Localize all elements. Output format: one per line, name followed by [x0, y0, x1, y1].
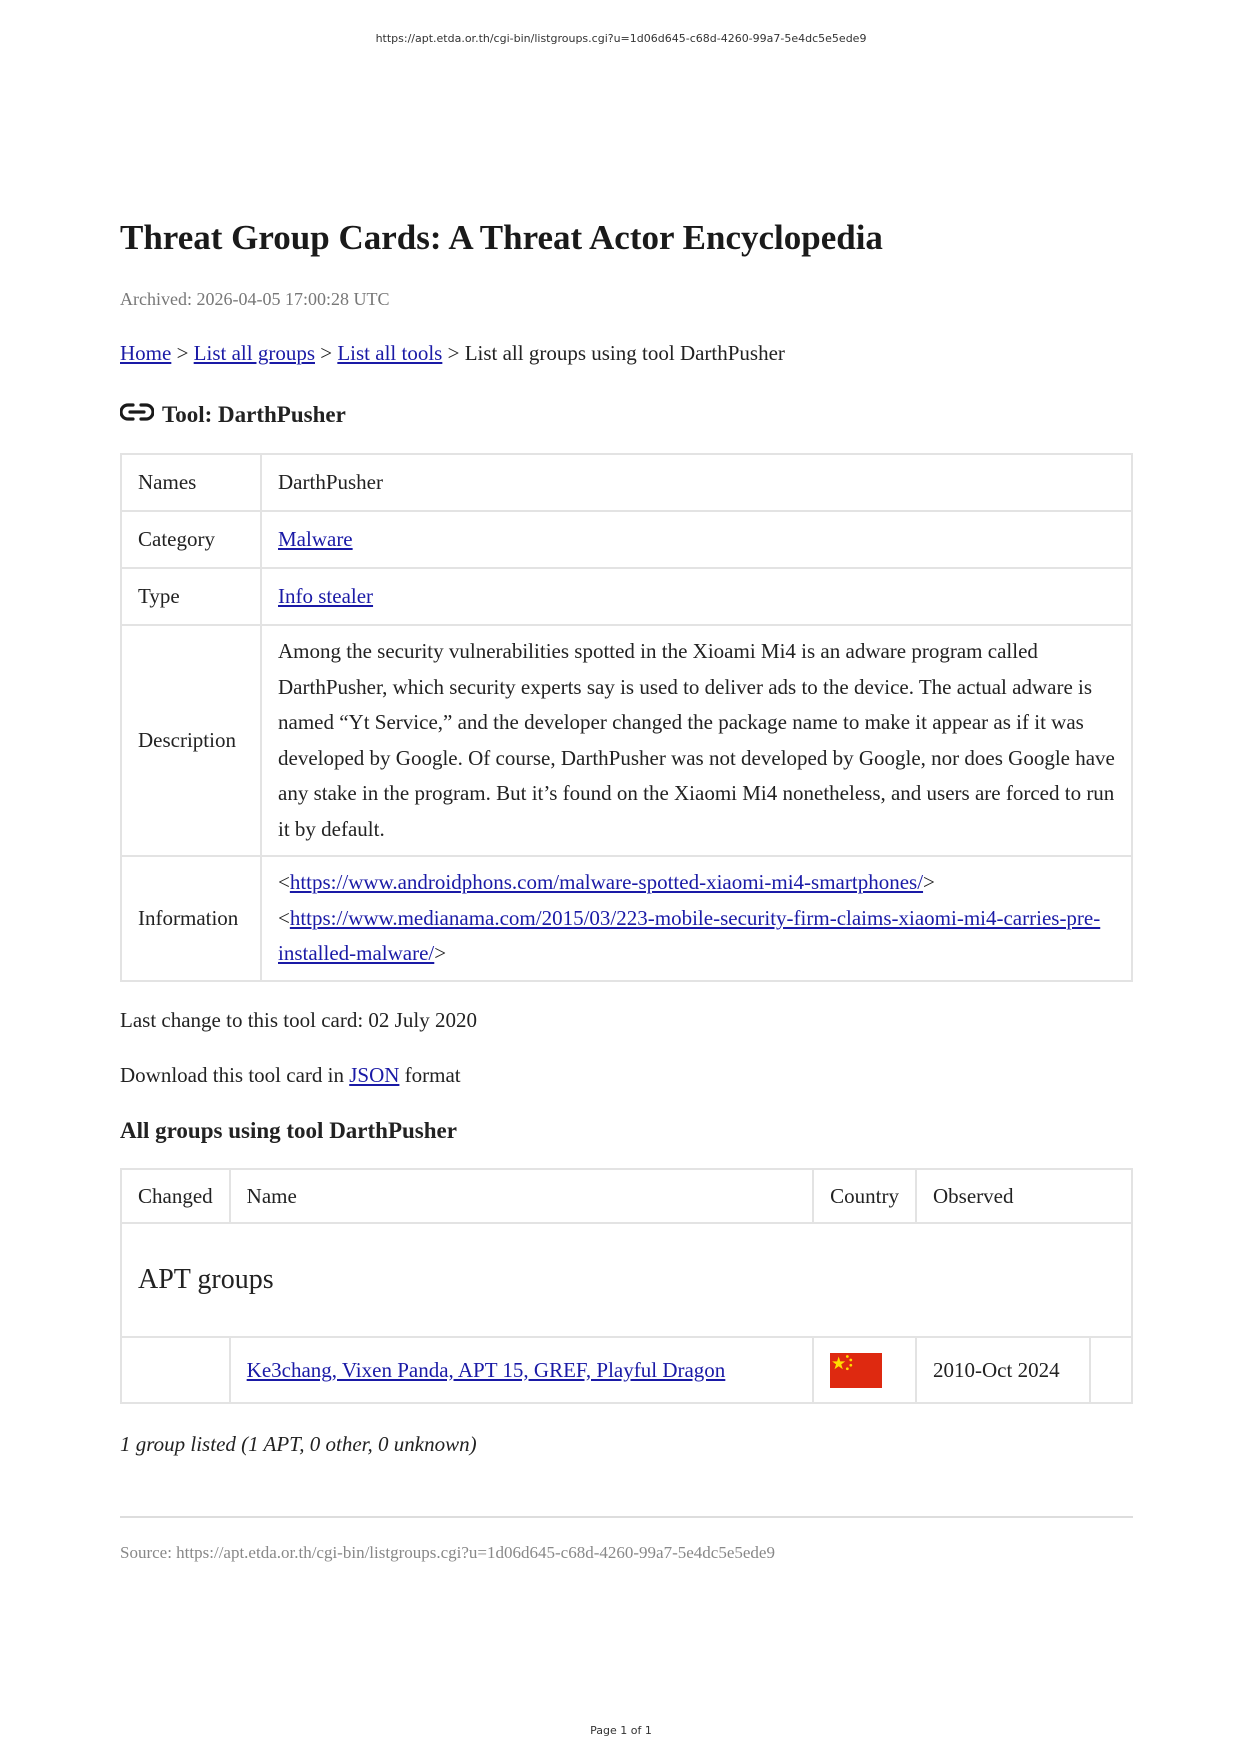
reference-link[interactable]: https://www.androidphons.com/malware-spotted-xiaomi-mi4-smartphones/	[289, 870, 924, 894]
description-value: Among the security vulnerabilities spotted in the Xioami Mi4 is an adware program called DarthPusher, which security experts say is used to deliver ads to the device. The actual adware is named “Yt Service,” and the developer changed the package name to make it appear as if it was developed by Google. Of course, DarthPusher was not developed by Google, nor does Google have any stake in the program. But it’s found on the Xiaomi Mi4 nonetheless, and users are forced to run it by default.	[261, 625, 1132, 856]
information-label: Information	[121, 856, 261, 981]
json-download-link[interactable]: JSON	[349, 1062, 400, 1087]
table-row	[121, 625, 1132, 856]
angle-open: <	[278, 905, 290, 930]
table-row	[121, 511, 1132, 568]
download-line	[120, 1057, 1133, 1093]
category-link[interactable]: Malware	[278, 526, 353, 551]
reference-line	[278, 865, 1115, 901]
main-content	[120, 210, 1133, 1565]
table-row	[121, 454, 1132, 511]
group-name-cell	[230, 1337, 814, 1403]
breadcrumb-home-link[interactable]: Home	[120, 341, 172, 365]
print-header-url: https://apt.etda.or.th/cgi-bin/listgroups.cgi?u=1d06d645-c68d-4260-99a7-5e4dc5e5ede9	[375, 32, 867, 45]
changed-cell	[121, 1337, 230, 1403]
description-label: Description	[121, 625, 261, 856]
apt-groups-section-title: APT groups	[121, 1223, 1132, 1337]
tool-card-table	[120, 453, 1133, 982]
divider	[120, 1516, 1133, 1518]
category-label: Category	[121, 511, 261, 568]
observed-cell: 2010-Oct 2024	[916, 1337, 1090, 1403]
group-link[interactable]: Ke3chang, Vixen Panda, APT 15, GREF, Playful Dragon	[246, 1357, 726, 1382]
type-cell	[261, 568, 1132, 625]
section-row	[121, 1223, 1132, 1337]
download-suffix: format	[404, 1062, 461, 1087]
breadcrumb-separator: >	[447, 341, 460, 365]
reference-line	[278, 901, 1115, 972]
names-label: Names	[121, 454, 261, 511]
type-link[interactable]: Info stealer	[278, 583, 374, 608]
last-change-text: Last change to this tool card: 02 July 2020	[120, 1007, 477, 1032]
column-header-country: Country	[813, 1169, 916, 1223]
column-header-changed: Changed	[121, 1169, 230, 1223]
groups-heading: All groups using tool DarthPusher	[120, 1117, 457, 1143]
download-prefix: Download this tool card in	[120, 1062, 344, 1087]
link-icon	[120, 402, 154, 422]
information-cell	[261, 856, 1132, 981]
groups-summary: 1 group listed (1 APT, 0 other, 0 unknown)	[120, 1431, 477, 1456]
column-header-name: Name	[230, 1169, 814, 1223]
archived-timestamp: Archived: 2026-04-05 17:00:28 UTC	[120, 289, 390, 309]
angle-close: >	[923, 870, 935, 894]
empty-cell	[1090, 1337, 1132, 1403]
table-header-row	[121, 1169, 1132, 1223]
table-row	[121, 1337, 1132, 1403]
breadcrumb-current: List all groups using tool DarthPusher	[464, 341, 785, 365]
breadcrumb	[120, 339, 1133, 367]
category-cell	[261, 511, 1132, 568]
breadcrumb-separator: >	[176, 341, 189, 365]
reference-link[interactable]: https://www.medianama.com/2015/03/223-mobile-security-firm-claims-xiaomi-mi4-carries-pre-installed-malware/	[278, 905, 1101, 965]
angle-open: <	[278, 870, 290, 894]
angle-close: >	[434, 941, 447, 965]
breadcrumb-groups-link[interactable]: List all groups	[193, 341, 315, 365]
names-value: DarthPusher	[261, 454, 1132, 511]
china-flag-icon	[830, 1353, 882, 1388]
tool-heading	[120, 400, 1133, 430]
breadcrumb-separator: >	[320, 341, 333, 365]
table-row	[121, 856, 1132, 981]
table-row	[121, 568, 1132, 625]
country-cell	[813, 1337, 916, 1403]
type-label: Type	[121, 568, 261, 625]
breadcrumb-tools-link[interactable]: List all tools	[337, 341, 443, 365]
source-url: Source: https://apt.etda.or.th/cgi-bin/listgroups.cgi?u=1d06d645-c68d-4260-99a7-5e4dc5e5ede9	[120, 1542, 775, 1562]
page-number: Page 1 of 1	[590, 1724, 652, 1737]
tool-heading-text: Tool: DarthPusher	[162, 402, 346, 427]
column-header-observed: Observed	[916, 1169, 1132, 1223]
groups-table	[120, 1168, 1133, 1404]
page-title: Threat Group Cards: A Threat Actor Encyclopedia	[120, 218, 883, 257]
